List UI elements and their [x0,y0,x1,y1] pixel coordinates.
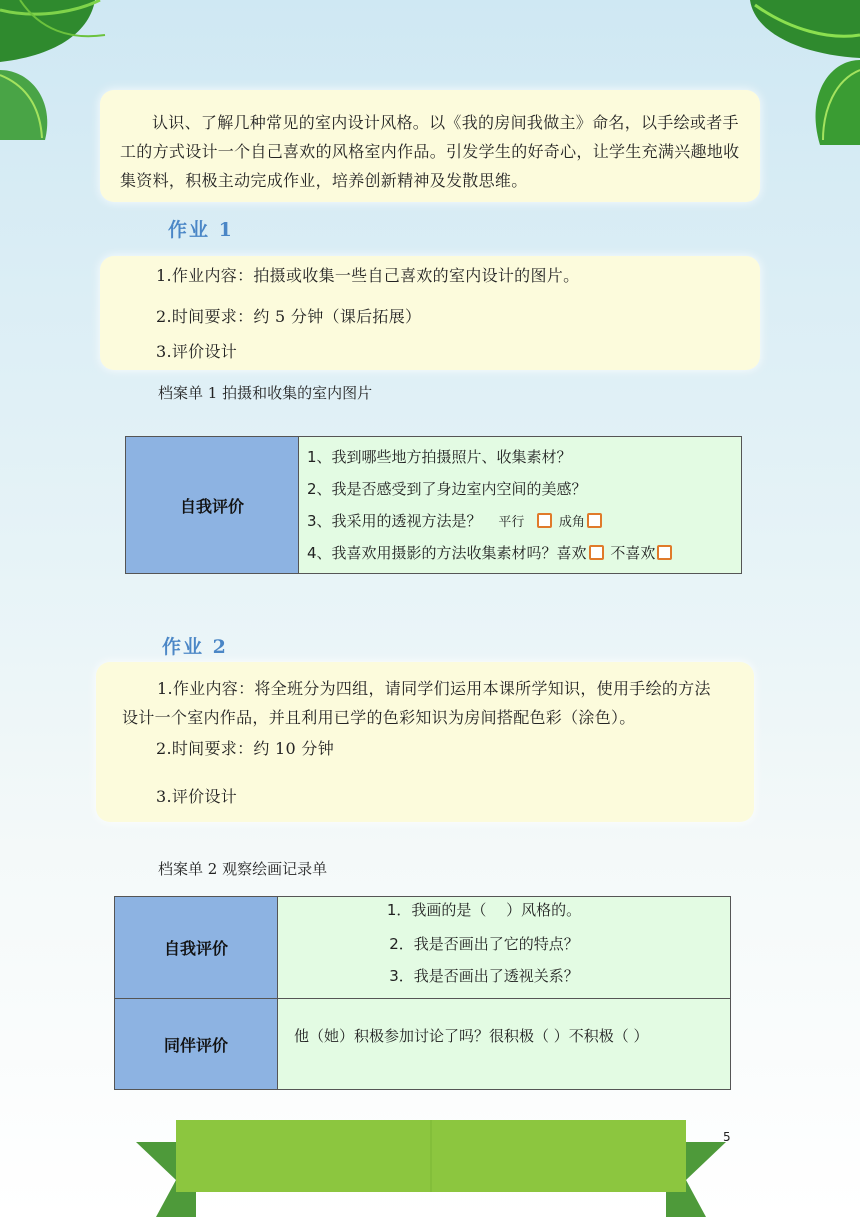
homework-1-time: 2.时间要求：约 5 分钟（课后拓展） [156,307,422,326]
option-dislike-label: 不喜欢 [610,544,656,562]
intro-text: 认识、了解几种常见的室内设计风格。以《我的房间我做主》命名，以手绘或者手工的方式设计一个自己喜欢的风格室内作品。引发学生的好奇心，让学生充满兴趣地收集资料，积极主动完成作业，培养创新精神及发散思维。 [120,113,740,190]
option-angular-label: 成角 [558,515,585,530]
homework-1-title: 作业 1 [168,219,234,241]
question-3 [307,505,733,537]
homework-1-content: 1.作业内容：拍摄或收集一些自己喜欢的室内设计的图片。 [156,266,580,285]
homework-2-title: 作业 2 [162,636,228,658]
self-evaluation-table-1 [125,436,742,574]
archive-2-caption: 档案单 2 观察绘画记录单 [158,860,328,878]
option-like-checkbox[interactable] [589,545,604,560]
peer-eval-label: 同伴评价 [115,999,278,1090]
homework-2-eval: 3.评价设计 [156,787,238,806]
question-1: 1、我到哪些地方拍摄照片、收集素材？ [307,448,572,466]
page-number: 5 [723,1130,731,1144]
self-eval-label-2: 自我评价 [115,897,278,999]
draw-question-2: 2．我是否画出了它的特点？ [389,935,579,953]
evaluation-table-2 [114,896,731,1090]
homework-2-time: 2.时间要求：约 10 分钟 [156,739,334,758]
peer-eval-question: 他（她）积极参加讨论了吗？很积极（ ）不积极（ ） [278,999,731,1090]
question-2: 2、我是否感受到了身边室内空间的美感？ [307,480,587,498]
homework-1-eval: 3.评价设计 [156,342,238,361]
homework-2-card [96,662,754,822]
draw-question-3: 3．我是否画出了透视关系？ [389,967,579,985]
homework-2-content: 1.作业内容：将全班分为四组，请同学们运用本课所学知识，使用手绘的方法设计一个室内作品，并且利用已学的色彩知识为房间搭配色彩（涂色）。 [122,679,711,727]
option-parallel-label: 平行 [498,515,525,530]
option-parallel-checkbox[interactable] [537,513,552,528]
question-4 [307,537,733,569]
question-4-text: 4、我喜欢用摄影的方法收集素材吗？喜欢 [307,544,587,562]
option-angular-checkbox[interactable] [587,513,602,528]
homework-1-card [100,256,760,370]
leaf-decoration-top-left [0,0,110,140]
draw-question-1: 1．我画的是（ ）风格的。 [386,901,582,919]
self-eval-questions-2 [278,897,731,999]
self-eval-label-1: 自我评价 [126,437,299,574]
question-3-text: 3、我采用的透视方法是？ [307,512,482,530]
bottom-ribbon-banner [136,1120,726,1217]
self-eval-questions-1 [299,437,742,574]
option-dislike-checkbox[interactable] [657,545,672,560]
archive-1-caption: 档案单 1 拍摄和收集的室内图片 [158,384,373,402]
intro-card [100,90,760,202]
